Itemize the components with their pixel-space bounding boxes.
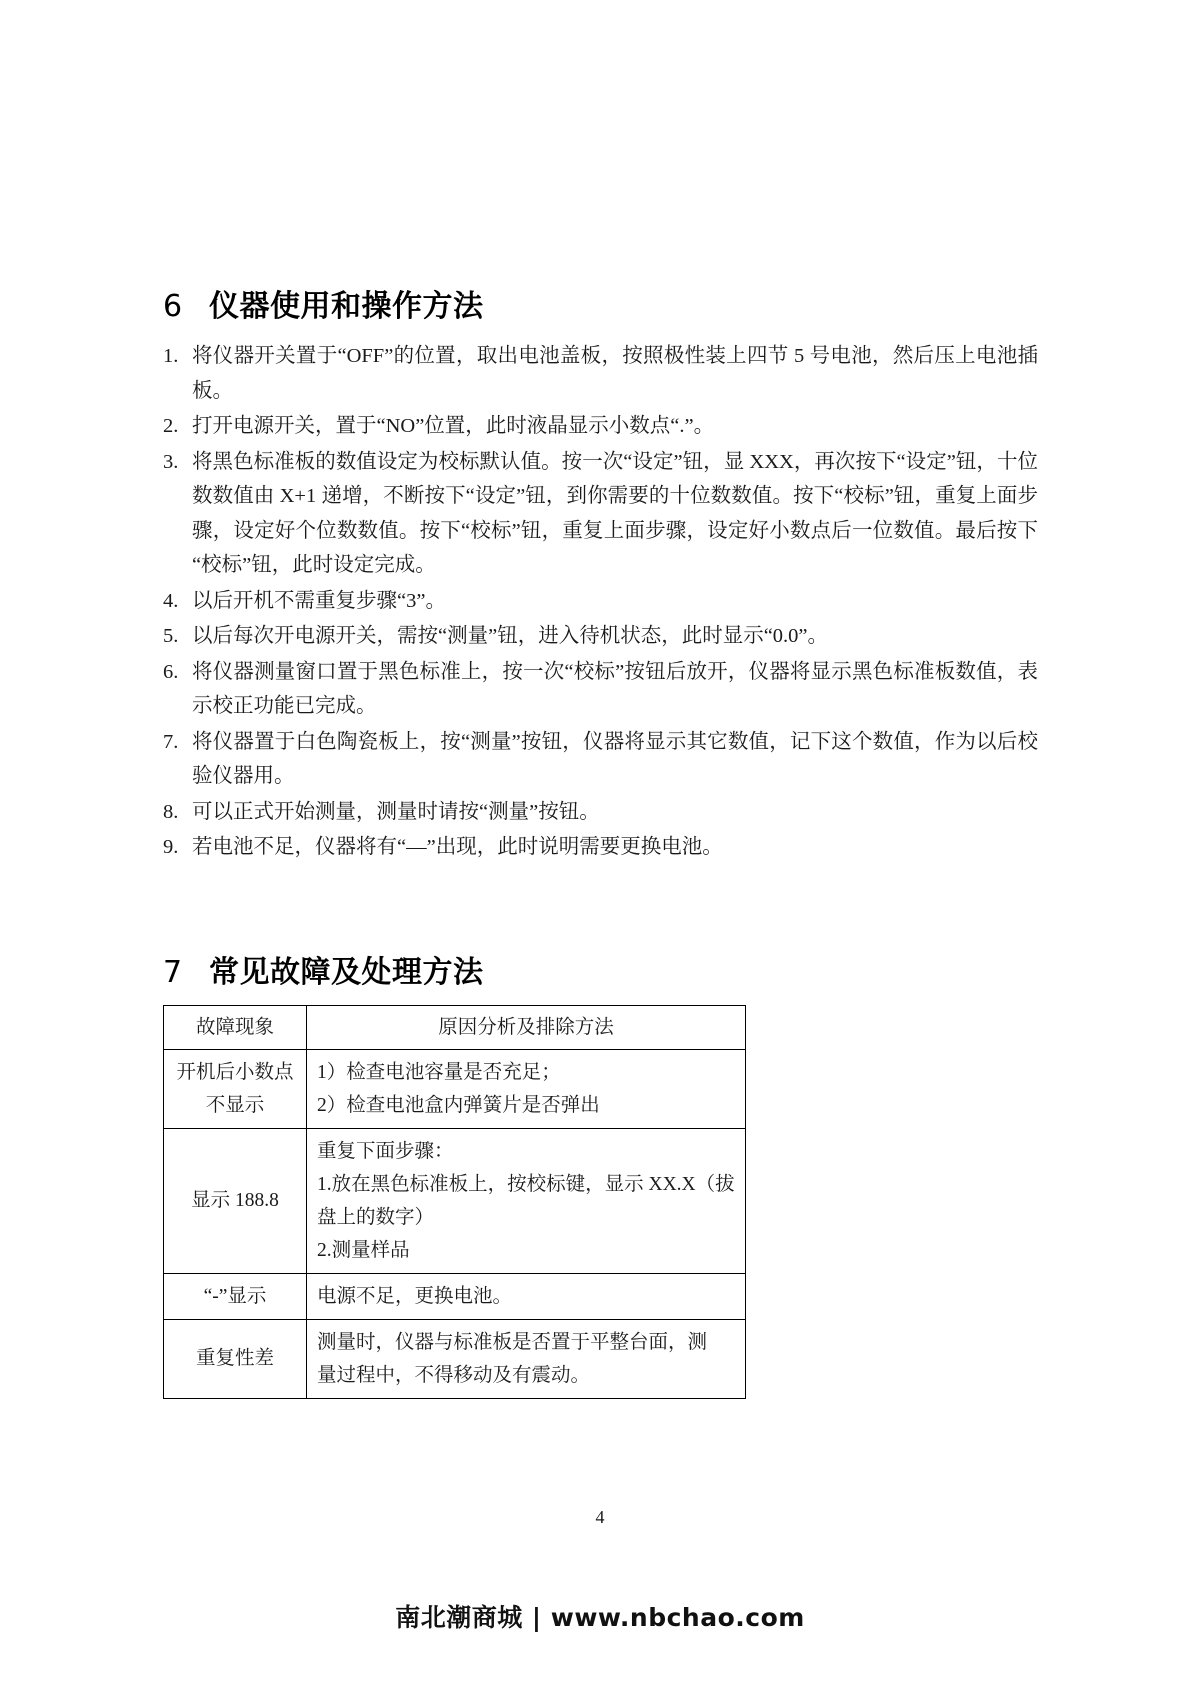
section-7-title: 常见故障及处理方法 [209, 954, 484, 990]
section-6 [163, 281, 1038, 865]
table-cell-symptom [164, 1319, 307, 1398]
table-cell-cause [307, 1128, 746, 1273]
step-text: 若电池不足，仪器将有“—”出现，此时说明需要更换电池。 [192, 836, 723, 858]
step-text: 可以正式开始测量，测量时请按“测量”按钮。 [192, 800, 600, 823]
table-cell-cause [307, 1319, 746, 1398]
step-item [163, 445, 1038, 583]
step-marker: 1. [163, 345, 179, 367]
page-content [163, 281, 1038, 1399]
section-6-number: 6 [163, 289, 183, 324]
cell-line: 2）检查电池盒内弹簧片是否弹出 [317, 1094, 600, 1116]
table-row [164, 1319, 746, 1398]
step-item [163, 725, 1038, 794]
cell-line: 测量时，仪器与标准板是否置于平整台面，测 [317, 1331, 708, 1353]
fault-table [163, 1005, 746, 1399]
step-item [163, 795, 1038, 830]
step-marker: 6. [163, 660, 179, 683]
section-6-title: 仪器使用和操作方法 [209, 289, 484, 324]
step-marker: 9. [163, 836, 179, 858]
step-item [163, 619, 1038, 654]
cell-line: 电源不足，更换电池。 [317, 1285, 513, 1307]
section-6-heading [163, 281, 1038, 325]
cell-line: 1）检查电池容量是否充足； [317, 1061, 561, 1083]
table-header-cause: 原因分析及排除方法 [307, 1005, 746, 1049]
step-item [163, 584, 1038, 619]
step-text: 以后开机不需重复步骤“3”。 [192, 589, 446, 612]
step-text: 将黑色标准板的数值设定为校标默认值。按一次“设定”钮，显 XXX，再次按下“设定”钮，十位数数值由 X+1 递增，不断按下“设定”钮，到你需要的十位数数值。按下“校标”钮，重复上面步骤，设定好个位数数值。按下“校标”钮，重复上面步骤，设定好小数点后一位数值。最后按下“校标”钮，此时设定完成。 [192, 450, 1038, 576]
table-cell-cause [307, 1049, 746, 1128]
cell-line: 1.放在黑色标准板上，按校标键，显示 XX.X（拔 [317, 1173, 735, 1195]
step-marker: 5. [163, 625, 179, 647]
cell-line: 盘上的数字） [317, 1206, 435, 1228]
cell-line: 开机后小数点 [176, 1061, 294, 1083]
step-text: 以后每次开电源开关，需按“测量”钮，进入待机状态，此时显示“0.0”。 [192, 625, 829, 647]
step-text: 将仪器开关置于“OFF”的位置，取出电池盖板，按照极性装上四节 5 号电池，然后压上电池插板。 [192, 345, 1038, 402]
cell-line: “-”显示 [203, 1285, 267, 1307]
table-row [164, 1049, 746, 1128]
step-item [163, 409, 1038, 444]
fault-table-head [164, 1005, 746, 1049]
step-item [163, 830, 1038, 865]
table-header-row [164, 1005, 746, 1049]
step-marker: 7. [163, 730, 179, 753]
step-marker: 4. [163, 589, 179, 612]
section-7-number: 7 [163, 954, 183, 990]
cell-line: 重复下面步骤： [317, 1140, 454, 1162]
step-item [163, 655, 1038, 724]
table-header-symptom: 故障现象 [164, 1005, 307, 1049]
cell-line: 2.测量样品 [317, 1239, 410, 1261]
cell-line: 重复性差 [195, 1348, 274, 1369]
footer-brand: 南北潮商城 | www.nbchao.com [395, 1603, 805, 1632]
table-cell-symptom [164, 1128, 307, 1273]
table-row [164, 1128, 746, 1273]
cell-line: 不显示 [205, 1094, 265, 1116]
table-row [164, 1273, 746, 1319]
step-text: 打开电源开关，置于“NO”位置，此时液晶显示小数点“.”。 [192, 415, 715, 437]
step-marker: 8. [163, 800, 179, 823]
cell-line: 显示 188.8 [191, 1190, 279, 1211]
table-cell-cause [307, 1273, 746, 1319]
step-item [163, 339, 1038, 408]
table-cell-symptom [164, 1049, 307, 1128]
page-number: 4 [595, 1507, 605, 1527]
table-cell-symptom [164, 1273, 307, 1319]
fault-table-body [164, 1049, 746, 1398]
section-7-heading [163, 947, 1038, 991]
cell-line: 量过程中，不得移动及有震动。 [317, 1364, 591, 1386]
section-7 [163, 947, 1038, 1399]
step-marker: 2. [163, 415, 179, 437]
step-marker: 3. [163, 450, 179, 473]
section-6-step-list [163, 339, 1038, 865]
step-text: 将仪器置于白色陶瓷板上，按“测量”按钮，仪器将显示其它数值，记下这个数值，作为以后校验仪器用。 [192, 730, 1038, 787]
step-text: 将仪器测量窗口置于黑色标准上，按一次“校标”按钮后放开，仪器将显示黑色标准板数值，表示校正功能已完成。 [192, 660, 1038, 717]
